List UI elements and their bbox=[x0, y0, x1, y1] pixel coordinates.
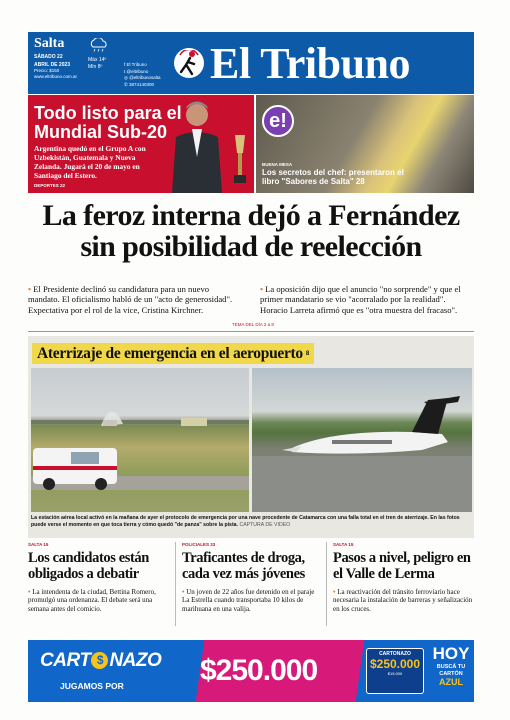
supplement-badge: e! bbox=[262, 105, 294, 137]
bullet-icon: • bbox=[260, 284, 266, 294]
ad-card-image: CARTONAZO $250.000 $15.000 bbox=[366, 648, 424, 694]
newspaper-title: El Tribuno bbox=[210, 38, 411, 88]
bullet-icon: • bbox=[333, 588, 338, 596]
article-section: POLICIALES 33 bbox=[182, 542, 216, 547]
main-deck-right: • La oposición dijo que el anuncio "no sorprende" y que el primer mandatario se vio "acorralado por la realidad". Horacio Larreta afirmó que es "otra muestra del fracaso". bbox=[260, 284, 461, 315]
coin-icon: $ bbox=[91, 652, 108, 669]
masthead-info bbox=[28, 32, 88, 94]
instagram-link[interactable]: ◎ @eltribunosalta bbox=[124, 75, 161, 80]
article-railway[interactable] bbox=[333, 542, 473, 613]
article-section: SALTA 15 bbox=[28, 542, 49, 547]
article-headline: Los candidatos están obligados a debatir bbox=[28, 550, 149, 582]
article-text: • Un joven de 22 años fue detenido en el paraje La Estrella cuando transportaba 10 kilos de marihuana en una valija. bbox=[182, 588, 315, 613]
article-headline: Pasos a nivel, peligro en el Valle de Lerma bbox=[333, 550, 471, 582]
culture-promo-headline: Los secretos del chef: presentaron el libro "Sabores de Salta" 28 bbox=[262, 168, 404, 186]
divider bbox=[175, 542, 176, 626]
article-text: • La reactivación del tránsito ferroviario hace necesaria la instalación de barreras y señalización en los cruces. bbox=[333, 588, 473, 613]
article-section: SALTA 15 bbox=[333, 542, 354, 547]
price-label: Precio: $150 bbox=[34, 68, 60, 73]
article-text: • La intendenta de la ciudad, Bettina Romero, promulgó una ordenanza. El debate será una semana antes del comicio. bbox=[28, 588, 156, 613]
min-temp: Mín 8º bbox=[88, 64, 103, 70]
photo-credit: CAPTURA DE VIDEO bbox=[239, 521, 291, 528]
article-headline: Traficantes de droga, cada vez más jóvenes bbox=[182, 550, 305, 582]
twitter-icon: t bbox=[124, 68, 127, 74]
sports-promo-text: Argentina quedó en el Grupo A con Uzbekistán, Guatemala y Nueva Zelanda. Jugará el 20 de mayo en Santiago del Estero. bbox=[34, 144, 146, 180]
date-line-1: SÁBADO 22 bbox=[34, 54, 63, 60]
whatsapp-icon: ✆ bbox=[124, 81, 130, 87]
twitter-link[interactable]: t @eltribuno bbox=[124, 68, 149, 74]
photo-story-headline[interactable]: Aterrizaje de emergencia en el aeropuerto 8 bbox=[32, 343, 314, 364]
weather-box bbox=[88, 32, 122, 94]
rain-cloud-icon bbox=[88, 38, 110, 52]
date-line-2: ABRIL DE 2023 bbox=[34, 62, 71, 68]
main-story-ref: TEMA DEL DÍA 2 a 8 bbox=[232, 322, 274, 327]
instagram-icon: ◎ bbox=[124, 75, 130, 80]
plane-photo bbox=[252, 368, 472, 512]
ad-hoy: HOY BUSCÁ TU CARTÓN AZUL bbox=[432, 644, 470, 687]
max-temp: Máx 14º bbox=[88, 57, 107, 63]
divider bbox=[28, 331, 474, 332]
firetruck-photo bbox=[31, 368, 249, 512]
ad-logo: CART $ NAZO bbox=[40, 650, 162, 671]
ad-prize-amount: $250.000 bbox=[200, 654, 318, 687]
sports-promo-headline: Todo listo para el Mundial Sub-20 bbox=[34, 103, 182, 142]
bullet-icon: • bbox=[28, 588, 33, 596]
sports-promo-section: DEPORTES 22 bbox=[34, 183, 66, 188]
main-headline[interactable]: La feroz interna dejó a Fernández sin posibilidad de reelección bbox=[42, 199, 460, 263]
facebook-link[interactable]: f El Tribuno bbox=[124, 62, 147, 67]
masthead bbox=[28, 32, 474, 94]
cartonazo-ad[interactable] bbox=[28, 640, 474, 702]
culture-promo-section: BUENA MESA bbox=[262, 162, 293, 167]
main-deck-left: • El Presidente declinó su candidatura para un nuevo mandato. El oficialismo habló de un "acto de generosidad". Expectativa por el rol de la vice, Cristina Kirchner. bbox=[28, 284, 233, 315]
sports-promo[interactable] bbox=[28, 95, 254, 193]
social-links bbox=[122, 32, 172, 94]
trophy-icon bbox=[232, 133, 248, 185]
coach-photo bbox=[166, 97, 228, 193]
bullet-icon: • bbox=[182, 588, 187, 596]
photo-caption: La estación aérea local activó en la mañana de ayer el protocolo de emergencia por una nave procedente de Catamarca con una falla total en el tren de aterrizaje. En las fotos puede verse el momento en que toca tierra y cómo quedó "de panza" sobre la pista. CAPTURA DE VIDEO bbox=[31, 515, 460, 528]
photo-story-page: 8 bbox=[305, 350, 309, 357]
divider bbox=[326, 542, 327, 626]
city-label: Salta bbox=[34, 36, 65, 51]
facebook-icon: f bbox=[124, 62, 127, 67]
whatsapp-link[interactable]: ✆ 3874140300 bbox=[124, 81, 155, 87]
bullet-icon: • bbox=[28, 284, 34, 294]
article-drugs[interactable] bbox=[182, 542, 322, 613]
runner-logo-icon bbox=[174, 48, 204, 78]
website-link[interactable]: www.eltribuno.com.ar bbox=[34, 73, 78, 79]
culture-promo[interactable] bbox=[256, 95, 474, 193]
masthead-logo[interactable] bbox=[172, 32, 474, 94]
ad-subtitle: JUGAMOS POR bbox=[60, 681, 124, 691]
article-debates[interactable] bbox=[28, 542, 168, 613]
